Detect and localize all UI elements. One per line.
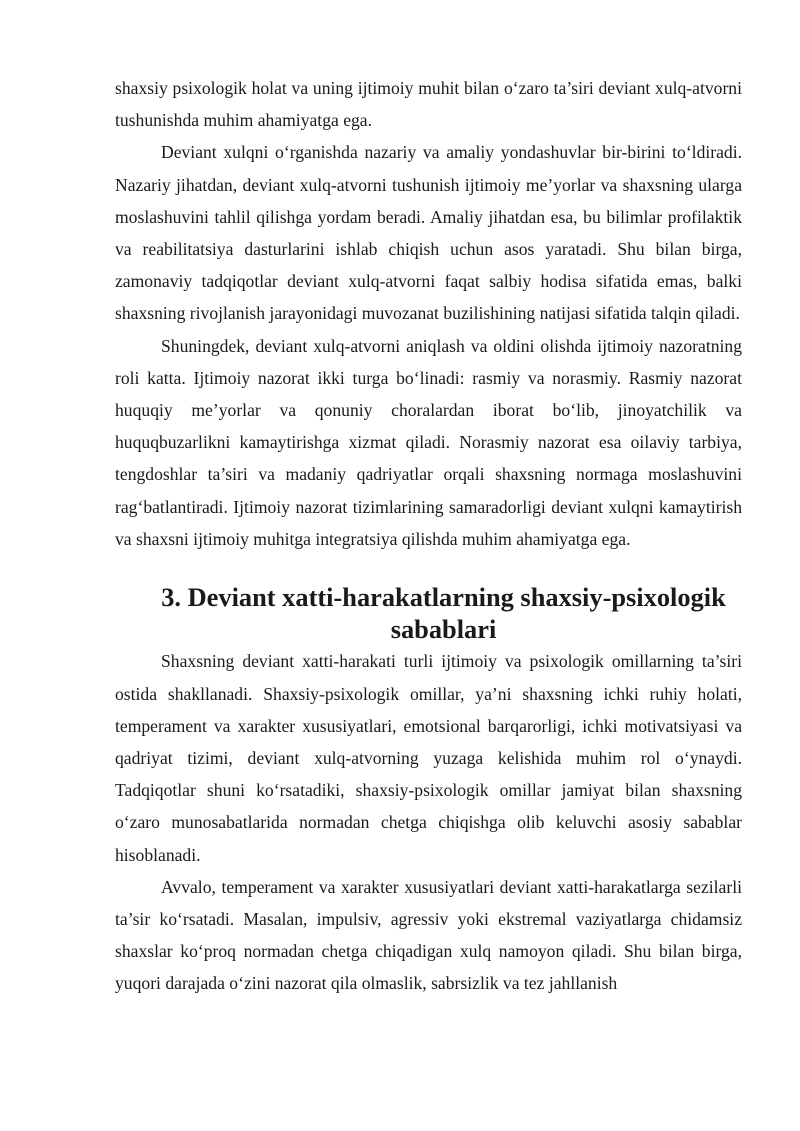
paragraph-social-control: Shuningdek, deviant xulq-atvorni aniqlash va oldini olishda ijtimoiy nazoratning roli katta. Ijtimoiy nazorat ikki turga bo‘linadi: rasmiy va norasmiy. Rasmiy nazorat huquqiy me’yorlar va qonuniy choralardan iborat bo‘lib, jinoyatchilik va huquqbuzarlikni kamaytirishga xizmat qiladi. Norasmiy nazorat esa oilaviy tarbiya, tengdoshlar ta’siri va madaniy qadriyatlar orqali shaxsning normaga moslashuvini rag‘batlantiradi. Ijtimoiy nazorat tizimlarining samaradorligi deviant xulqni kamaytirish va shaxsni ijtimoiy muhitga integratsiya qilishda muhim ahamiyatga ega. [115,335,742,549]
section-heading: 3. Deviant xatti-harakatlarning shaxsiy-psixologik sabablari [161,582,726,645]
paragraph-personal-factors: Shaxsning deviant xatti-harakati turli ijtimoiy va psixologik omillarning ta’siri ostida shakllanadi. Shaxsiy-psixologik omillar, ya’ni shaxsning ichki ruhiy holati, temperament va xarakter xususiyatlari, emotsional barqarorligi, ichki motivatsiyasi va qadriyat tizimi, deviant xulq-atvorning yuzaga kelishida muhim rol o‘ynaydi. Tadqiqotlar shuni ko‘rsatadiki, shaxsiy-psixologik omillar jamiyat bilan shaxsning o‘zaro munosabatlarida normadan chetga chiqishga olib keluvchi asosiy sabablar hisoblanadi. [115,651,742,865]
paragraph-continuation: shaxsiy psixologik holat va uning ijtimoiy muhit bilan o‘zaro ta’siri deviant xulq-atvorni tushunishda muhim ahamiyatga ega. [115,78,742,131]
paragraph-approaches: Deviant xulqni o‘rganishda nazariy va amaliy yondashuvlar bir-birini to‘ldiradi. Nazariy jihatdan, deviant xulq-atvorni tushunish ijtimoiy me’yorlar va shaxsning ularga moslashuvini tahlil qilishga yordam beradi. Amaliy jihatdan esa, bu bilimlar profilaktik va reabilitatsiya dasturlarini ishlab chiqish uchun asos yaratadi. Shu bilan birga, zamonaviy tadqiqotlar deviant xulq-atvorni faqat salbiy hodisa sifatida emas, balki shaxsning rivojlanish jarayonidagi muvozanat buzilishining natijasi sifatida talqin qiladi. [115,142,742,324]
page-body [115,72,742,1000]
paragraph-temperament: Avvalo, temperament va xarakter xususiyatlari deviant xatti-harakatlarga sezilarli ta’sir ko‘rsatadi. Masalan, impulsiv, agressiv yoki ekstremal vaziyatlarga chidamsiz shaxslar ko‘proq normadan chetga chiqadigan xulq namoyon qiladi. Shu bilan birga, yuqori darajada o‘zini nazorat qila olmaslik, sabrsizlik va tez jahllanish [115,876,742,994]
section-spacer [115,555,742,581]
